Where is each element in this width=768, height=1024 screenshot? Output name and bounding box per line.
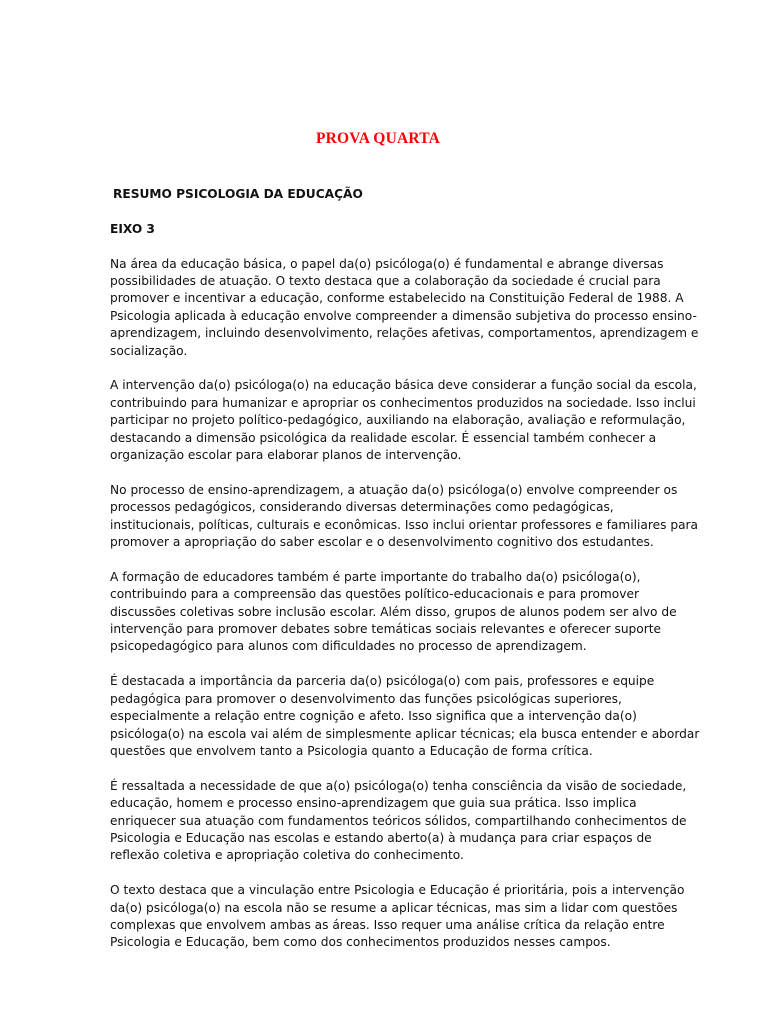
section-heading: EIXO 3: [110, 221, 155, 236]
paragraph-3: No processo de ensino-aprendizagem, a atuação da(o) psicóloga(o) envolve compreender os processos pedagógicos, considerando diversas determinações como pedagógicas, institucionais, políticas, culturais e econômicas. Isso inclui orientar professores e familiares para promover a apropriação do saber escolar e o desenvolvimento cognitivo dos estudantes.: [110, 482, 699, 550]
document-body: [110, 186, 700, 952]
paragraph-1: Na área da educação básica, o papel da(o) psicóloga(o) é fundamental e abrange diversas possibilidades de atuação. O texto destaca que a colaboração da sociedade é crucial para promover e incentivar a educação, conforme estabelecido na Constituição Federal de 1988. A Psicologia aplicada à educação envolve compreender a dimensão subjetiva do processo ensino-aprendizagem, incluindo desenvolvimento, relações afetivas, comportamentos, aprendizagem e socialização.: [110, 256, 699, 358]
document-title: PROVA QUARTA: [315, 130, 440, 147]
paragraph-5: É destacada a importância da parceria da(o) psicóloga(o) com pais, professores e equipe pedagógica para promover o desenvolvimento das funções psicológicas superiores, especialmente a relação entre cognição e afeto. Isso significa que a intervenção da(o) psicóloga(o) na escola vai além de simplesmente aplicar técnicas; ela busca entender e abordar questões que envolvem tanto a Psicologia quanto a Educação de forma crítica.: [110, 674, 700, 758]
paragraph-2: A intervenção da(o) psicóloga(o) na educação básica deve considerar a função social da escola, contribuindo para humanizar e apropriar os conhecimentos produzidos na sociedade. Isso inclui participar no projeto político-pedagógico, auxiliando na elaboração, avaliação e reformulação, destacando a dimensão psicológica da realidade escolar. É essencial também conhecer a organização escolar para elaborar planos de intervenção.: [110, 378, 697, 463]
document-subtitle: RESUMO PSICOLOGIA DA EDUCAÇÃO: [113, 187, 363, 201]
paragraph-4: A formação de educadores também é parte importante do trabalho da(o) psicóloga(o), contribuindo para a compreensão das questões político-educacionais e para promover discussões coletivas sobre inclusão escolar. Além disso, grupos de alunos podem ser alvo de intervenção para promover debates sobre temáticas sociais relevantes e oferecer suporte psicopedagógico para alunos com dificuldades no processo de aprendizagem.: [110, 569, 677, 654]
paragraph-7: O texto destaca que a vinculação entre Psicologia e Educação é prioritária, pois a intervenção da(o) psicóloga(o) na escola não se resume a aplicar técnicas, mas sim a lidar com questões complexas que envolvem ambas as áreas. Isso requer uma análise crítica da relação entre Psicologia e Educação, bem como dos conhecimentos produzidos nesses campos.: [110, 883, 685, 950]
paragraph-6: É ressaltada a necessidade de que a(o) psicóloga(o) tenha consciência da visão de sociedade, educação, homem e processo ensino-aprendizagem que guia sua prática. Isso implica enriquecer sua atuação com fundamentos teóricos sólidos, compartilhando conhecimentos de Psicologia e Educação nas escolas e estando aberto(a) à mudança para criar espaços de reflexão coletiva e apropriação coletiva do conhecimento.: [110, 778, 687, 863]
